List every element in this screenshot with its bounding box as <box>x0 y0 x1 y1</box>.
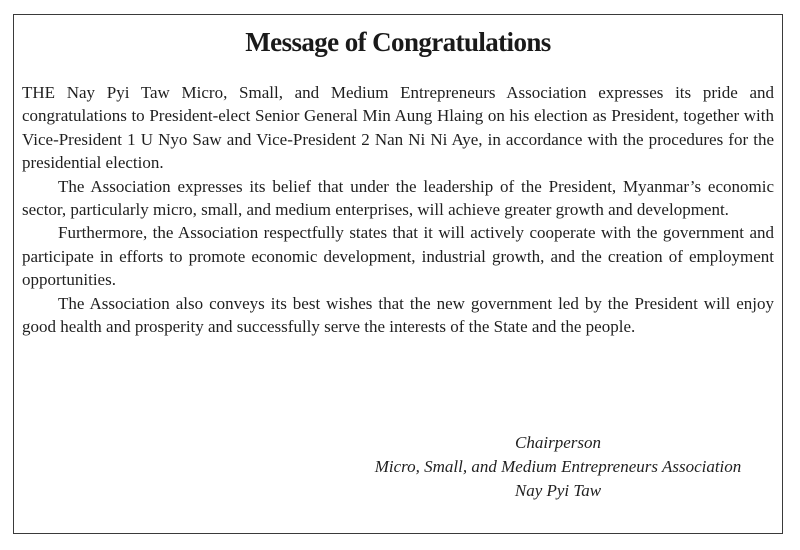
paragraph-3: Furthermore, the Association respectfully states that it will actively cooperate with the government and participate in efforts to promote economic development, industrial growth, and the creation of employment opportunities. <box>22 223 774 290</box>
signature-location: Nay Pyi Taw <box>514 481 602 500</box>
congratulations-notice <box>13 14 783 534</box>
notice-body <box>22 81 774 338</box>
signature-block <box>14 431 782 503</box>
paragraph-4: The Association also conveys its best wishes that the new government led by the President will enjoy good health and prosperity and successfully serve the interests of the State and the people. <box>22 293 774 337</box>
signature-role: Chairperson <box>515 433 601 452</box>
paragraph-1: THE Nay Pyi Taw Micro, Small, and Medium Entrepreneurs Association expresses its pride and congratulations to President-elect Senior General Min Aung Hlaing on his election as President, together with Vice-President 1 U Nyo Saw and Vice-President 2 Nan Ni Ni Aye, in accordance with the procedures for the presidential election. <box>22 83 774 173</box>
paragraph-2: The Association expresses its belief that under the leadership of the President, Myanmar’s economic sector, particularly micro, small, and medium enterprises, will achieve greater growth and development. <box>22 176 774 220</box>
notice-title: Message of Congratulations <box>245 27 551 57</box>
signature-organization: Micro, Small, and Medium Entrepreneurs Association <box>374 457 742 476</box>
